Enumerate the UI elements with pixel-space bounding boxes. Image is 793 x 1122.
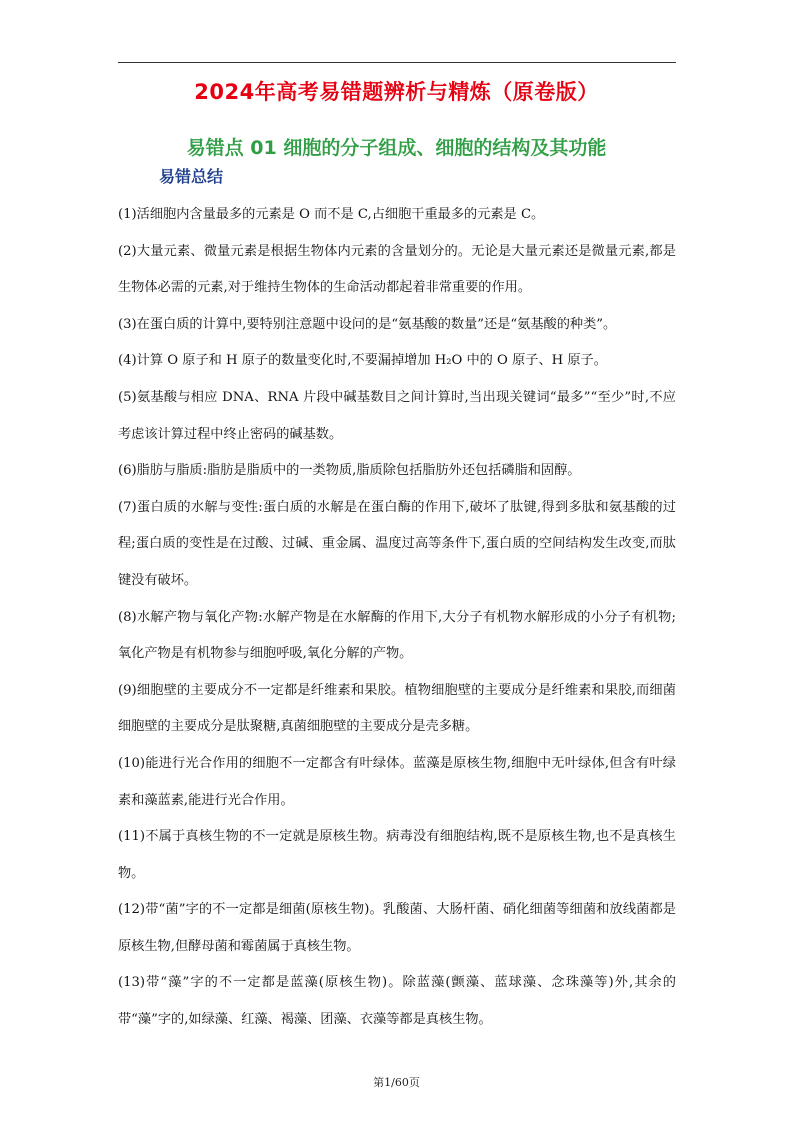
summary-item-10: (10)能进行光合作用的细胞不一定都含有叶绿体。蓝藻是原核生物,细胞中无叶绿体,但含有叶绿素和藻蓝素,能进行光合作用。: [118, 755, 676, 808]
summary-item-7: (7)蛋白质的水解与变性:蛋白质的水解是在蛋白酶的作用下,破坏了肽键,得到多肽和氨基酸的过程;蛋白质的变性是在过酸、过碱、重金属、温度过高等条件下,蛋白质的空间结构发生改变,而肽键没有破坏。: [118, 499, 676, 588]
header-rule: [118, 62, 676, 63]
summary-item-8: (8)水解产物与氧化产物:水解产物是在水解酶的作用下,大分子有机物水解形成的小分子有机物;氧化产物是有机物参与细胞呼吸,氧化分解的产物。: [118, 609, 676, 662]
summary-heading: 易错总结: [159, 167, 224, 186]
summary-item-1: (1)活细胞内含量最多的元素是 O 而不是 C,占细胞干重最多的元素是 C。: [118, 207, 545, 222]
summary-content: [118, 197, 676, 1039]
document-title: 2024年高考易错题辨析与精炼（原卷版）: [194, 80, 599, 104]
summary-item-12: (12)带“菌”字的不一定都是细菌(原核生物)。乳酸菌、大肠杆菌、硝化细菌等细菌和放线菌都是原核生物,但酵母菌和霉菌属于真核生物。: [118, 902, 676, 954]
summary-item-6: (6)脂肪与脂质:脂肪是脂质中的一类物质,脂质除包括脂肪外还包括磷脂和固醇。: [118, 463, 581, 479]
summary-item-9: (9)细胞壁的主要成分不一定都是纤维素和果胶。植物细胞壁的主要成分是纤维素和果胶,而细菌细胞壁的主要成分是肽聚糖,真菌细胞壁的主要成分是壳多糖。: [118, 682, 676, 735]
summary-item-5: (5)氨基酸与相应 DNA、RNA 片段中碱基数目之间计算时,当出现关键词“最多”“至少”时,不应考虑该计算过程中终止密码的碱基数。: [118, 389, 676, 442]
summary-item-3: (3)在蛋白质的计算中,要特别注意题中设问的是“氨基酸的数量”还是“氨基酸的种类”。: [118, 316, 617, 332]
summary-item-4: (4)计算 O 原子和 H 原子的数量变化时,不要漏掉增加 H₂O 中的 O 原子、H 原子。: [118, 353, 607, 369]
summary-item-13: (13)带“藻”字的不一定都是蓝藻(原核生物)。除蓝藻(颤藻、蓝球藻、念珠藻等)外,其余的带“藻”字的,如绿藻、红藻、褐藻、团藻、衣藻等都是真核生物。: [118, 975, 676, 1028]
summary-item-11: (11)不属于真核生物的不一定就是原核生物。病毒没有细胞结构,既不是原核生物,也不是真核生物。: [118, 829, 676, 881]
summary-item-2: (2)大量元素、微量元素是根据生物体内元素的含量划分的。无论是大量元素还是微量元素,都是生物体必需的元素,对于维持生物体的生命活动都起着非常重要的作用。: [118, 243, 676, 296]
section-title: 易错点 01 细胞的分子组成、细胞的结构及其功能: [186, 137, 607, 159]
page-number: 第1/60页: [373, 1076, 420, 1089]
